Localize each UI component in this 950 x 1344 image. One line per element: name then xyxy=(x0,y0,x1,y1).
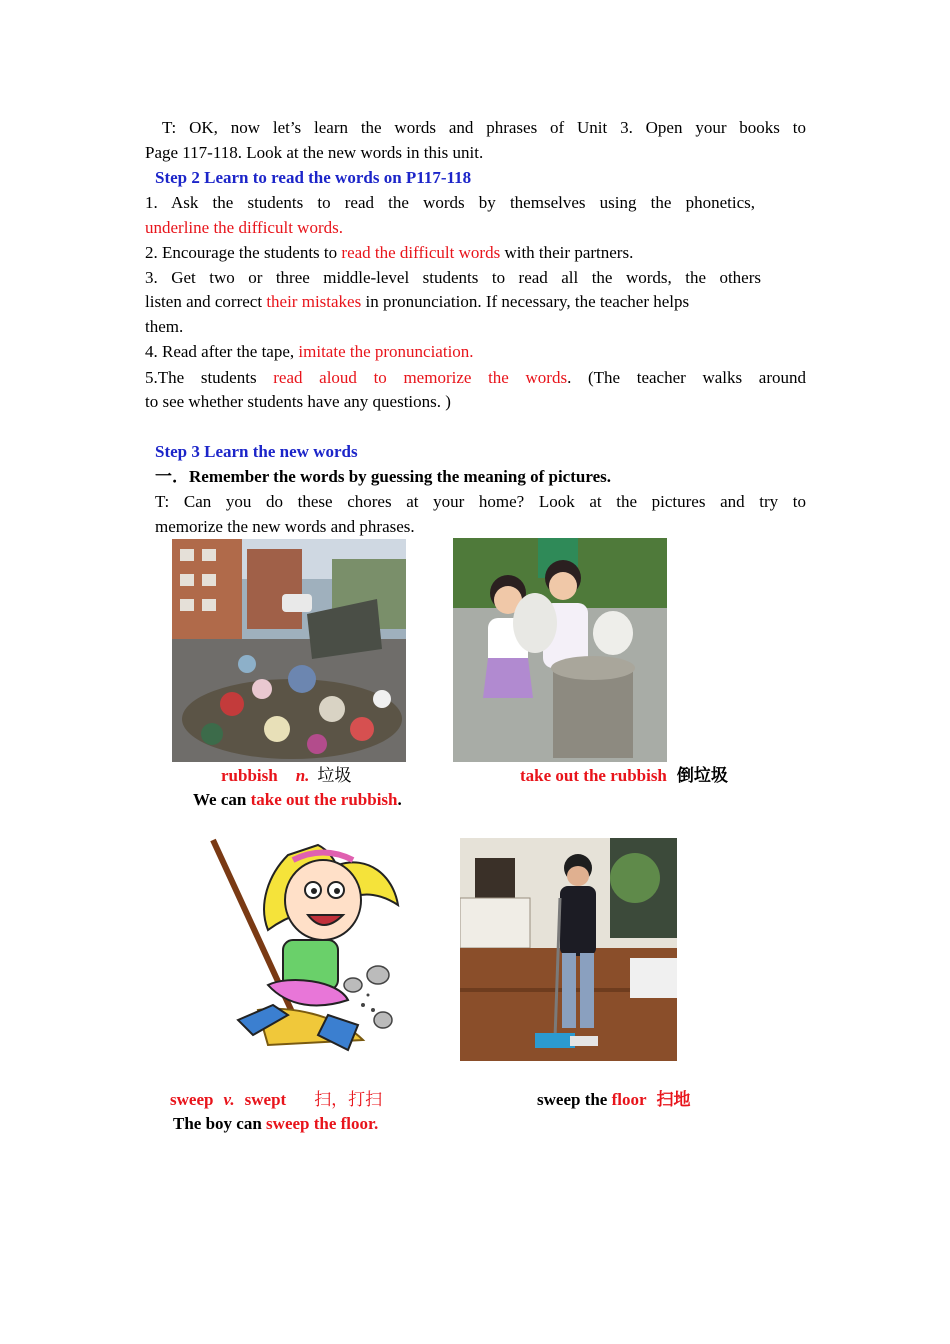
step2-item5-text-a: 5.The students xyxy=(145,368,274,387)
vocab2-phrase-text: sweep the xyxy=(537,1090,612,1109)
step2-item4-red: imitate the pronunciation. xyxy=(298,342,474,361)
vocab1-meaning: 垃圾 xyxy=(317,766,352,785)
step2-item3-line3: them. xyxy=(145,317,184,336)
step2-item3-line2 xyxy=(145,290,689,314)
intro-line-1: T: OK, now let’s learn the words and phrases of Unit 3. Open your books to xyxy=(162,118,806,137)
vocab1-phrase-meaning: 倒垃圾 xyxy=(676,766,728,785)
vocab2-sentence-red: sweep the floor. xyxy=(266,1114,379,1133)
cartoon-girl-image xyxy=(198,835,402,1063)
step2-item2-text-a: 2. Encourage the students to xyxy=(145,243,342,262)
step2-item3-text-a: listen and correct xyxy=(145,292,267,311)
vocab1-pos: n. xyxy=(295,766,310,785)
vocab1-word-line xyxy=(221,764,351,788)
vocab1-word: rubbish xyxy=(221,766,278,785)
step2-item2-red: read the difficult words xyxy=(341,243,501,262)
vocab1-sentence-red: take out the rubbish xyxy=(250,790,398,809)
step2-item4-text: 4. Read after the tape, xyxy=(145,342,299,361)
step2-item5-line2: to see whether students have any questions. ) xyxy=(145,392,451,411)
step2-item5-line1 xyxy=(145,366,806,390)
vocab1-phrase: take out the rubbish xyxy=(520,766,667,785)
step3-subheading: 一．Remember the words by guessing the meaning of pictures. xyxy=(155,467,611,486)
vocab2-sentence-text: The boy can xyxy=(173,1114,267,1133)
step2-heading: Step 2 Learn to read the words on P117-118 xyxy=(155,168,472,187)
step3-teacher-line2: memorize the new words and phrases. xyxy=(155,517,415,536)
vocab2-meaning: 扫，打扫 xyxy=(314,1090,383,1109)
step3-heading: Step 3 Learn the new words xyxy=(155,442,358,461)
step2-item4 xyxy=(145,340,474,364)
rubbish-pile-image xyxy=(172,539,406,762)
vocab2-word: sweep xyxy=(170,1090,214,1109)
vocab2-phrase-red: floor xyxy=(611,1090,647,1109)
step2-item2 xyxy=(145,241,633,265)
step3-teacher-line1: T: Can you do these chores at your home? Look at the pictures and try to xyxy=(155,492,806,511)
boy-sweeping-image xyxy=(460,838,677,1061)
step2-item2-text-b: with their partners. xyxy=(500,243,634,262)
vocab1-sentence-text: We can xyxy=(193,790,251,809)
vocab1-phrase-line xyxy=(520,764,728,788)
step2-item3-red: their mistakes xyxy=(266,292,362,311)
vocab2-word-line xyxy=(170,1088,382,1112)
step2-item1-line2: underline the difficult words. xyxy=(145,218,343,237)
vocab2-sentence xyxy=(173,1112,378,1136)
vocab2-phrase-meaning: 扫地 xyxy=(656,1090,691,1109)
vocab2-pos: v. xyxy=(223,1090,235,1109)
vocab1-sentence xyxy=(193,788,402,812)
step2-item5-text-b: . (The teacher walks around xyxy=(567,368,806,387)
vocab1-sentence-end: . xyxy=(397,790,402,809)
intro-line-2: Page 117-118. Look at the new words in this unit. xyxy=(145,143,484,162)
step2-item3-text-b: in pronunciation. If necessary, the teacher helps xyxy=(361,292,690,311)
step2-item5-red: read aloud to memorize the words xyxy=(273,368,568,387)
vocab2-phrase-line xyxy=(537,1088,691,1112)
step2-item1-line1: 1. Ask the students to read the words by themselves using the phonetics, xyxy=(145,193,755,212)
step2-item3-line1: 3. Get two or three middle-level students to read all the words, the others xyxy=(145,268,761,287)
vocab2-past: swept xyxy=(244,1090,287,1109)
girls-bin-image xyxy=(453,538,667,762)
